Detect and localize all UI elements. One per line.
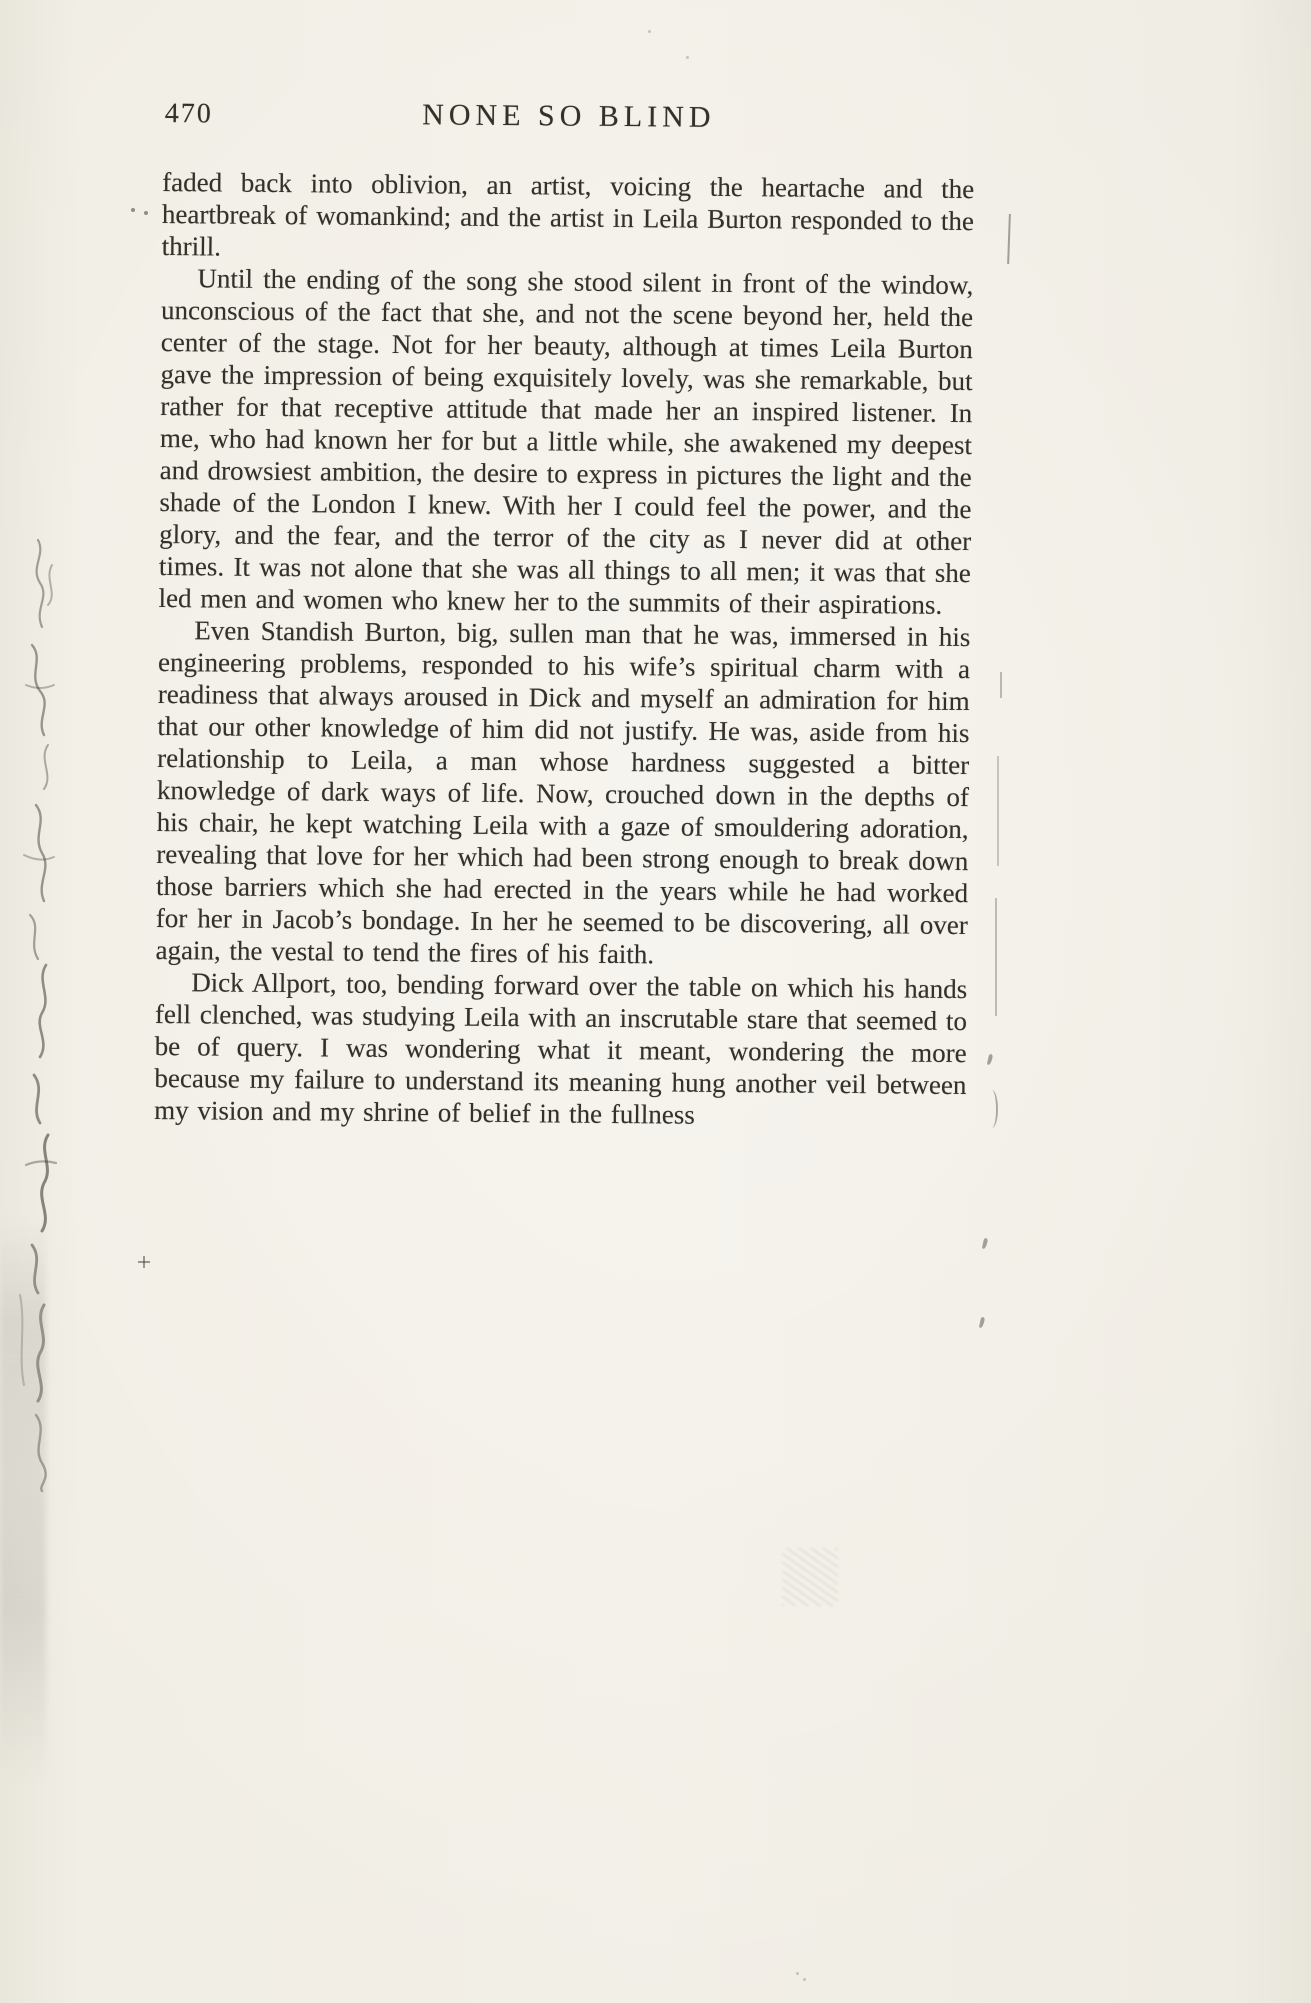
page-number: 470 <box>164 98 213 130</box>
pencil-smudge <box>782 1548 838 1606</box>
speck <box>686 56 689 59</box>
running-title: NONE SO BLIND <box>422 98 716 134</box>
paragraph-3: Even Standish Burton, big, sullen man that he was, immersed in his engineering problems, responded to his wife’s spiritual charm with a readiness that always aroused in Dick and myself an admiration for him that our other knowledge of him did not justify. He was, aside from his relationship to Leila, a man whose hardness suggested a bitter knowledge of dark ways of life. Now, crouched down in the depths of his chair, he kept watching Leila with a gaze of smouldering adoration, revealing that love for her which had been strong enough to break down those barriers which she had erected in the years while he had worked for her in Jacob’s bondage. In her he seemed to be discovering, all over again, the vestal to tend the fires of his faith. <box>155 615 971 970</box>
speck <box>648 30 651 33</box>
paragraph-1: faded back into oblivion, an artist, voicing the heartache and the heartbreak of womankind; and the artist in Leila Burton responded to the thrill. <box>161 166 975 262</box>
body-text <box>154 166 974 1133</box>
book-page-text <box>154 96 975 1133</box>
speck <box>796 1972 799 1975</box>
paragraph-2: Until the ending of the song she stood silent in front of the window, unconscious of the fact that she, and not the scene beyond her, held the center of the stage. Not for her beauty, although at times Leila Burton gave the impression of being exquisitely lovely, was she remarkable, but rather for that receptive attitude that made her an inspired listener. In me, who had known her for but a little while, she awakened my deepest and drowsiest ambition, the desire to express in pictures the light and the shade of the London I knew. With her I could feel the power, and the glory, and the fear, and the terror of the city as I never did at other times. It was not alone that she was all things to all men; it was that she led men and women who knew her to the summits of their aspirations. <box>158 263 974 620</box>
page-header <box>163 96 975 145</box>
left-edge-smudge <box>0 1220 46 1780</box>
right-margin-line-mark <box>995 898 997 1016</box>
right-margin-line-mark <box>997 756 999 866</box>
margin-dot-mark <box>131 208 135 212</box>
right-margin-line-mark <box>1000 672 1002 698</box>
margin-cross-mark <box>143 1256 145 1268</box>
speck <box>803 1978 806 1981</box>
margin-dot-mark <box>144 211 148 215</box>
paragraph-4: Dick Allport, too, bending forward over the table on which his hands fell clenched, was studying Leila with an inscrutable stare that seemed to be of query. I was wondering what it meant, wondering the more because my failure to understand its meaning hung another veil between my vision and my shrine of belief in the fullness <box>154 967 968 1130</box>
right-margin-paren-mark <box>986 1090 998 1128</box>
